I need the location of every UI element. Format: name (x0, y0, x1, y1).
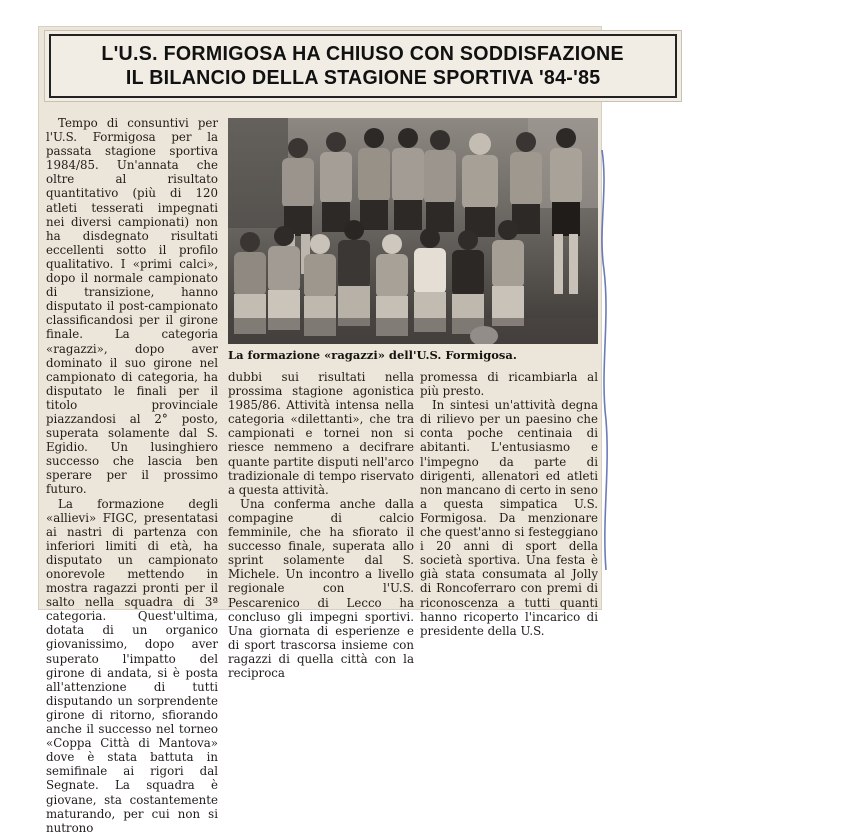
paragraph: La formazione degli «allievi» FIGC, presentatasi ai nastri di partenza con inferiori limiti di età, ha disputato un campionato onorevole mettendo in mostra ragazzi pronti per il salto nella squadra di 3ª categoria. Quest'ultima, dotata di un organico giovanissimo, dopo aver superato l'impatto del girone di andata, si è posta all'attenzione di tutti disputando un sorprendente girone di ritorno, sfiorando anche il successo nel torneo «Coppa Città di Mantova» dove è stata battuta in semifinale ai rigori dal Segnate. La squadra è giovane, sta costantemente maturando, per cui non si nutrono (46, 496, 218, 835)
photo-caption: La formazione «ragazzi» dell'U.S. Formigosa. (228, 348, 517, 362)
article-column-2 (228, 370, 414, 680)
paragraph: promessa di ricambiarla al più presto. (420, 370, 598, 399)
article-column-1 (46, 116, 218, 835)
paragraph: In sintesi un'attività degna di rilievo per un paesino che conta poche centinaia di abitanti. L'entusiasmo e l'impegno da parte di dirigenti, allenatori ed atleti non mancano di certo in seno a questa simpatica U.S. Formigosa. Da menzionare che quest'anno si festeggiano i 20 anni di sport della società sportiva. Una festa è già stata consumata al Jolly di Roncoferraro con premi di riconoscenza a tutti quanti hanno ricoperto l'incarico di presidente della U.S. (420, 398, 598, 638)
headline-line-2: IL BILANCIO DELLA STAGIONE SPORTIVA '84-'85 (125, 67, 601, 89)
headline-box (44, 30, 682, 102)
team-photo (228, 118, 598, 344)
paragraph: dubbi sui risultati nella prossima stagione agonistica 1985/86. Attività intensa nella categoria «dilettanti», che tra campionati e tornei non si riesce nemmeno a decifrare quante partite disputi nell'arco tradizionale di tempo riservato a questa attività. (228, 370, 415, 497)
article-column-3 (420, 370, 598, 638)
pen-mark (594, 150, 614, 570)
team-photo-graphic (228, 118, 598, 344)
headline-line-1: L'U.S. FORMIGOSA HA CHIUSO CON SODDISFAZIONE (101, 43, 625, 65)
headline-frame (49, 34, 677, 98)
paragraph: Una conferma anche dalla compagine di calcio femminile, che ha sfiorato il successo finale, superata allo sprint solamente dal S. Michele. Un incontro a livello regionale con l'U.S. Pescarenico di Lecco ha concluso gli impegni sportivi. Una giornata di esperienze e di sport trascorsa insieme con ragazzi di quella città con la reciproca (228, 496, 414, 680)
paragraph: Tempo di consuntivi per l'U.S. Formigosa per la passata stagione sportiva 1984/85. Un'annata che oltre al risultato quantitativo (più di 120 atleti tesserati impegnati nei diversi campionati) non ha disdegnato risultati eccellenti sotto il profilo qualitativo. I «primi calci», dopo il normale campionato di transizione, hanno disputato il post-campionato classificandosi per il girone finale. La categoria «ragazzi», dopo aver dominato il suo girone nel campionato di categoria, ha disputato le finali per il titolo provinciale piazzandosi al 2° posto, superata solamente dal S. Egidio. Un lusinghiero successo che lascia ben sperare per il prossimo futuro. (46, 116, 218, 497)
